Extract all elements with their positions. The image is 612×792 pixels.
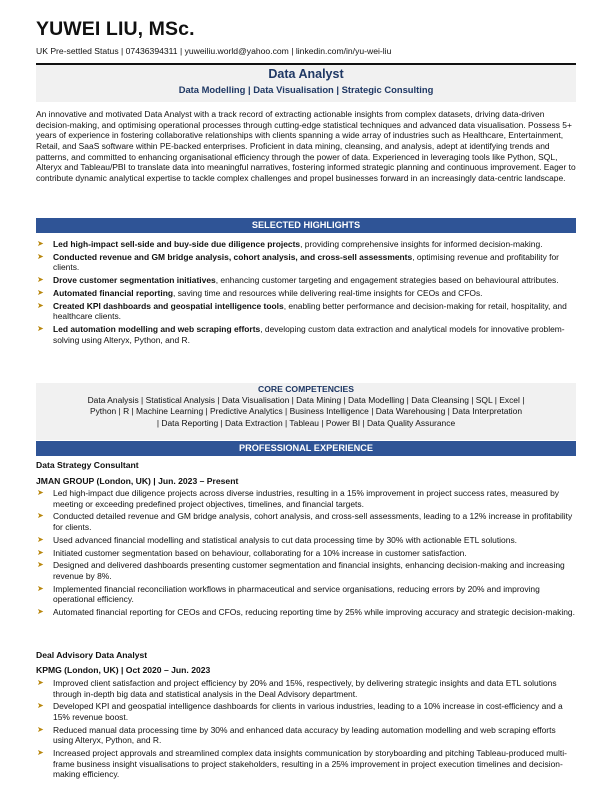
bullet-text: Led high-impact due diligence projects across diverse industries, resulting in a 15% improvement in project success rates, measured by meeting or exceeding predefined project objectives, timelines, and financial targets. bbox=[53, 488, 560, 509]
core-competencies-box bbox=[36, 383, 576, 440]
arrow-bullet-icon: ➤ bbox=[37, 534, 44, 544]
highlight-bold: Led automation modelling and web scraping efforts bbox=[53, 324, 261, 335]
role-specialisms: Data Modelling | Data Visualisation | Strategic Consulting bbox=[178, 84, 434, 95]
bullet-text: Increased project approvals and streamlined complex data insights communication by storyboarding and pitching Tableau-produced multi-frame business insight visualisations to project stakeholders, resulting in a 25% improvement in project execution timelines and decision-making efficiency. bbox=[53, 748, 567, 780]
highlight-bold: Led high-impact sell-side and buy-side due diligence projects bbox=[53, 239, 301, 249]
job-bullets bbox=[36, 678, 576, 782]
highlight-item bbox=[36, 301, 576, 322]
core-competencies-heading: CORE COMPETENCIES bbox=[258, 384, 354, 394]
core-competencies-list bbox=[36, 395, 576, 429]
arrow-bullet-icon: ➤ bbox=[37, 547, 44, 557]
competencies-line: Python | R | Machine Learning | Predictive Analytics | Business Intelligence | Data Warehousing | Data Interpretation bbox=[89, 406, 523, 417]
job-bullet bbox=[36, 748, 576, 780]
bullet-text: Developed KPI and geospatial intelligence dashboards for clients in various industries, leading to a 10% increase in cost-efficiency and a 15% revenue boost. bbox=[53, 701, 563, 722]
bullet-text: Improved client satisfaction and project efficiency by 20% and 15%, respectively, by delivering strategic insights and data ETL solutions through in-depth big data and statistical analysis in the Deal Advisory department. bbox=[53, 678, 557, 699]
highlights-list bbox=[36, 239, 576, 347]
job-bullet bbox=[36, 511, 576, 532]
job-bullet bbox=[36, 701, 576, 722]
arrow-bullet-icon: ➤ bbox=[37, 324, 44, 334]
bullet-text: Reduced manual data processing time by 30% and enhanced data accuracy by leading automation modelling and web scraping efforts using Alteryx, Python, and R. bbox=[53, 724, 556, 746]
bullet-text: Initiated customer segmentation based on behaviour, collaborating for a 10% increase in customer satisfaction. bbox=[53, 547, 467, 558]
contact-line: UK Pre-settled Status | 07436394311 | yuweiliu.world@yahoo.com | linkedin.com/in/yu-wei-liu bbox=[36, 46, 392, 56]
highlight-bold: Automated financial reporting bbox=[53, 287, 174, 298]
job-bullet bbox=[36, 584, 576, 605]
job-bullet bbox=[36, 607, 576, 618]
highlight-item bbox=[36, 288, 576, 299]
competencies-line: | Data Reporting | Data Extraction | Tableau | Power BI | Data Quality Assurance bbox=[156, 417, 456, 428]
arrow-bullet-icon: ➤ bbox=[37, 560, 44, 570]
arrow-bullet-icon: ➤ bbox=[37, 678, 44, 687]
arrow-bullet-icon: ➤ bbox=[37, 511, 44, 521]
job-bullet bbox=[36, 488, 576, 509]
arrow-bullet-icon: ➤ bbox=[37, 701, 44, 711]
highlight-item bbox=[36, 252, 576, 273]
highlight-text: , developing custom data extraction and analytical models for innovative problem-solving using Alteryx, Python, and R. bbox=[53, 324, 565, 345]
highlight-bold: Conducted revenue and GM bridge analysis, cohort analysis, and cross-sell assessments bbox=[53, 251, 413, 262]
bullet-text: Conducted detailed revenue and GM bridge analysis, cohort analysis, and cross-sell assessments, leading to a 12% increase in profitability for clients. bbox=[53, 511, 573, 532]
bullet-text: Designed and delivered dashboards presenting customer segmentation and financial insights, enhancing decision-making and increasing revenue by 8%. bbox=[53, 560, 565, 581]
arrow-bullet-icon: ➤ bbox=[37, 607, 44, 617]
arrow-bullet-icon: ➤ bbox=[37, 287, 44, 297]
job-company-dates: JMAN GROUP (London, UK) | Jun. 2023 – Present bbox=[36, 476, 239, 486]
arrow-bullet-icon: ➤ bbox=[37, 239, 44, 248]
arrow-bullet-icon: ➤ bbox=[37, 300, 44, 310]
highlight-text: , providing comprehensive insights for informed decision-making. bbox=[300, 239, 543, 249]
section-header-experience: PROFESSIONAL EXPERIENCE bbox=[36, 441, 576, 456]
highlight-text: , enhancing customer targeting and engagement strategies based on behavioural attributes. bbox=[215, 275, 559, 286]
competencies-line: Data Analysis | Statistical Analysis | Data Visualisation | Data Mining | Data Modelling | Data Cleansing | SQL | Excel | bbox=[87, 395, 525, 405]
bullet-text: Used advanced financial modelling and statistical analysis to cut data processing time by 30% with actionable ETL solutions. bbox=[53, 534, 518, 545]
highlight-bold: Drove customer segmentation initiatives bbox=[53, 275, 216, 286]
role-title-box bbox=[36, 65, 576, 102]
highlight-text: , enabling better performance and decision-making for retail, hospitality, and healthcare clients. bbox=[53, 300, 567, 322]
arrow-bullet-icon: ➤ bbox=[37, 275, 44, 285]
job-bullet bbox=[36, 725, 576, 746]
arrow-bullet-icon: ➤ bbox=[37, 724, 44, 734]
candidate-name: YUWEI LIU, MSc. bbox=[36, 18, 195, 40]
arrow-bullet-icon: ➤ bbox=[37, 251, 44, 261]
highlight-text: , optimising revenue and profitability for clients. bbox=[53, 251, 559, 273]
arrow-bullet-icon: ➤ bbox=[37, 748, 44, 758]
job-bullet bbox=[36, 548, 576, 559]
highlight-item bbox=[36, 275, 576, 286]
section-header-highlights: SELECTED HIGHLIGHTS bbox=[36, 218, 576, 233]
bullet-text: Implemented financial reconciliation workflows in pharmaceutical and service organisations, reducing errors by 20% and improving operational efficiency. bbox=[53, 583, 540, 605]
bullet-text: Automated financial reporting for CEOs and CFOs, reducing reporting time by 25% while improving accuracy and strategic decision-making. bbox=[53, 607, 575, 618]
highlight-item bbox=[36, 324, 576, 345]
job-title: Data Strategy Consultant bbox=[36, 460, 139, 470]
job-title: Deal Advisory Data Analyst bbox=[36, 650, 148, 660]
arrow-bullet-icon: ➤ bbox=[37, 488, 44, 497]
job-bullet bbox=[36, 560, 576, 581]
job-bullet bbox=[36, 678, 576, 699]
highlight-bold: Created KPI dashboards and geospatial intelligence tools bbox=[53, 300, 284, 311]
highlight-item bbox=[36, 239, 576, 250]
highlight-text: , saving time and resources while delivering real-time insights for CEOs and CFOs. bbox=[173, 287, 483, 298]
professional-summary: An innovative and motivated Data Analyst with a track record of extracting actionable insights from complex datasets, driving data-driven decision-making, and optimising operational processes through cutting-edge statistical techniques and advanced data visualisation. Possess 5+ years of experience in fostering collaborative relationships with clients spanning a wide array of industries such as Healthcare, Entertainment, Retail, and SaaS software within PE-backed enterprises. Proficient in data mining, cleansing, and analysis, adept at identifying trends and patterns, and committed to enhancing organisational efficiency through the power of data. Experienced in leveraging tools like Python, SQL, Alteryx and Tableau/PBI to translate data into meaningful narratives, fostering informed strategic planning and continuous improvement. Eager to contribute dynamic analytical expertise to tackle complex challenges and propel businesses forward in an increasingly data-centric landscape. bbox=[36, 109, 576, 183]
role-title: Data Analyst bbox=[268, 67, 344, 81]
job-bullets bbox=[36, 488, 576, 620]
job-company-dates: KPMG (London, UK) | Oct 2020 – Jun. 2023 bbox=[36, 665, 211, 675]
arrow-bullet-icon: ➤ bbox=[37, 583, 44, 593]
job-bullet bbox=[36, 535, 576, 546]
